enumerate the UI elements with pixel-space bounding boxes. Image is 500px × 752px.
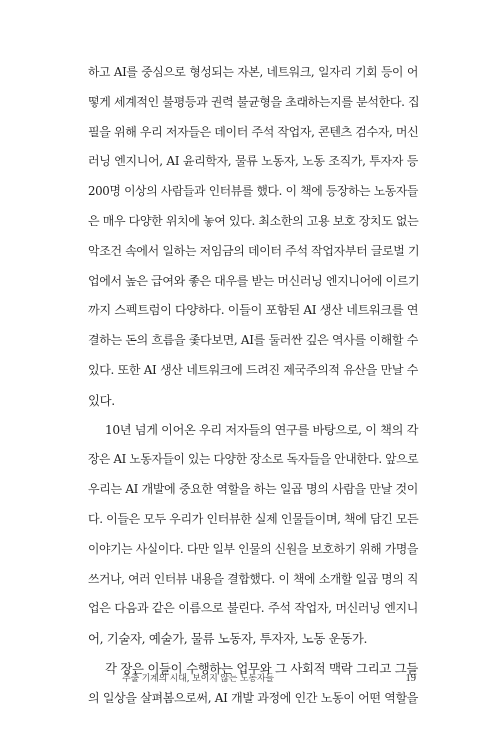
text-line: 결하는 돈의 흐름을 좇다보면, AI를 둘러싼 깊은 역사를 이해할 수 — [88, 333, 418, 348]
text-line: 은 매우 다양한 위치에 놓여 있다. 최소한의 고용 보호 장치도 없는 — [88, 213, 419, 228]
text-line: 업에서 높은 급여와 좋은 대우를 받는 머신러닝 엔지니어에 이르기 — [88, 273, 420, 288]
text-line: 어, 기술자, 예술가, 물류 노동자, 투자자, 노동 운동가. — [88, 631, 368, 647]
body-text — [88, 58, 418, 714]
text-line: 있다. — [88, 392, 115, 408]
text-line: 하고 AI를 중심으로 형성되는 자본, 네트워크, 일자리 기회 등이 어 — [88, 65, 418, 79]
text-line: 장은 AI 노동자들이 있는 다양한 장소로 독자들을 안내한다. 앞으로 — [88, 452, 419, 467]
text-line: 각 장은 이들이 수행하는 업무와 그 사회적 맥락 그리고 그들 — [105, 660, 418, 676]
text-line: 이야기는 사실이다. 다만 일부 인물의 신원을 보호하기 위해 가명을 — [88, 541, 418, 556]
text-line: 필을 위해 우리 저자들은 데이터 주석 작업자, 콘텐츠 검수자, 머신 — [88, 124, 419, 139]
text-line: 우리는 AI 개발에 중요한 역할을 하는 일곱 명의 사람을 만날 것이 — [88, 482, 418, 497]
page-footer — [88, 672, 418, 686]
text-line: 업은 다음과 같은 이름으로 불린다. 주석 작업자, 머신러닝 엔지니 — [88, 601, 418, 616]
text-line: 러닝 엔지니어, AI 윤리학자, 물류 노동자, 노동 조직가, 투자자 등 — [88, 154, 418, 169]
text-line: 까지 스펙트럼이 다양하다. 이들이 포함된 AI 생산 네트워크를 연 — [88, 303, 419, 318]
running-title: 추출 기계의 시대, 보이지 않는 노동자들 — [122, 674, 274, 684]
page-number: 19 — [405, 673, 416, 684]
text-line: 있다. 또한 AI 생산 네트워크에 드려진 제국주의적 유산을 만날 수 — [88, 362, 418, 377]
text-line: 200명 이상의 사람들과 인터뷰를 했다. 이 책에 등장하는 노동자들 — [88, 184, 418, 199]
text-line: 떻게 세계적인 불평등과 권력 불균형을 초래하는지를 분석한다. 집 — [88, 94, 420, 109]
text-line: 다. 이들은 모두 우리가 인터뷰한 실제 인물들이며, 책에 담긴 모든 — [88, 511, 419, 526]
text-line: 10년 넘게 이어온 우리 저자들의 연구를 바탕으로, 이 책의 각 — [105, 422, 418, 437]
text-line: 악조건 속에서 일하는 저임금의 데이터 주석 작업자부터 글로벌 기 — [88, 243, 420, 258]
text-line: 의 일상을 살펴봄으로써, AI 개발 과정에 인간 노동이 어떤 역할을 — [88, 690, 418, 705]
text-line: 쓰거나, 여러 인터뷰 내용을 결합했다. 이 책에 소개할 일곱 명의 직 — [88, 571, 418, 586]
